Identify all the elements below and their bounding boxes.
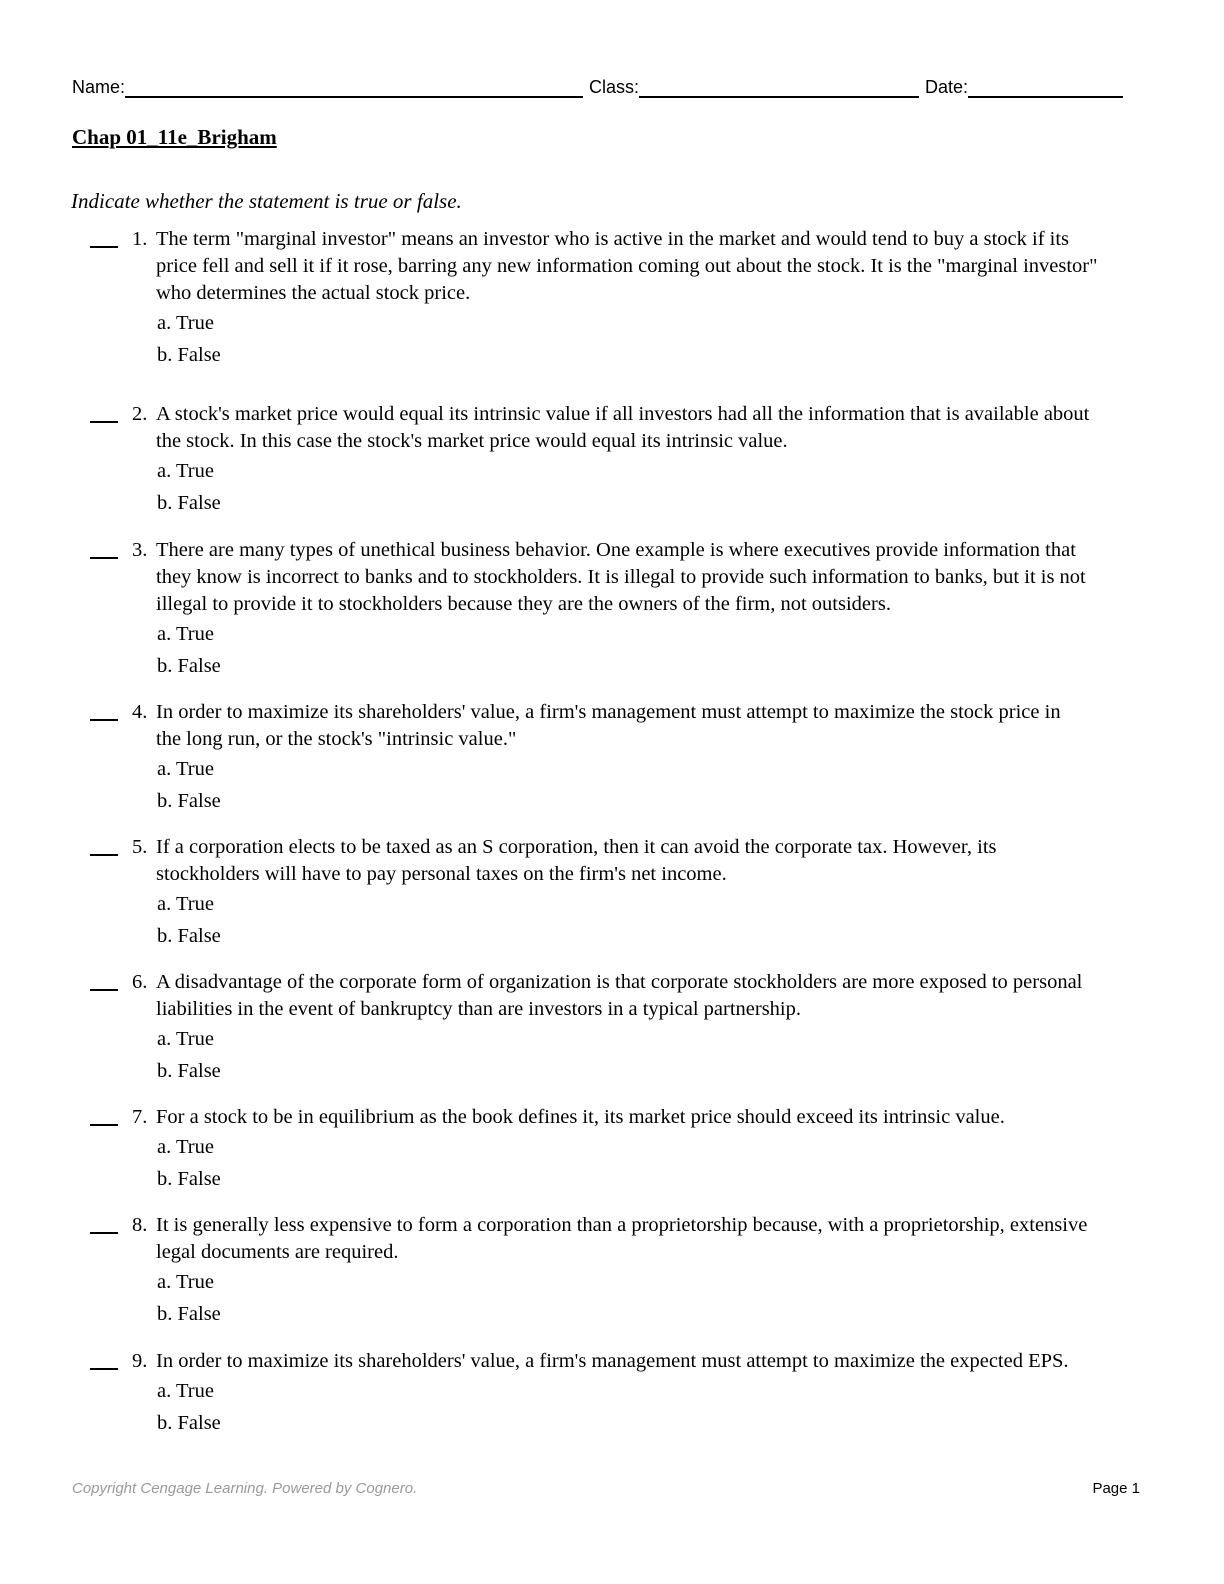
- question-text: [156, 834, 1146, 888]
- question-text-line: In order to maximize its shareholders' value, a firm's management must attempt to maximize the stock price in: [156, 701, 1061, 723]
- option-true[interactable]: a. True: [157, 623, 214, 645]
- question-text-line: If a corporation elects to be taxed as an S corporation, then it can avoid the corporate tax. However, its: [156, 836, 997, 858]
- answer-blank[interactable]: [90, 1368, 118, 1370]
- question-text-line: they know is incorrect to banks and to stockholders. It is illegal to provide such information to banks, but it is not: [156, 566, 1086, 588]
- question-number: 1.: [132, 228, 148, 250]
- question-number: 3.: [132, 539, 148, 561]
- question-text-line: In order to maximize its shareholders' value, a firm's management must attempt to maximize the expected EPS.: [156, 1350, 1069, 1372]
- option-false[interactable]: b. False: [157, 925, 221, 947]
- question-number: 5.: [132, 836, 148, 858]
- question-number: 9.: [132, 1350, 148, 1372]
- answer-blank[interactable]: [90, 557, 118, 559]
- class-label: Class:: [589, 77, 640, 97]
- option-true[interactable]: a. True: [157, 758, 214, 780]
- question-number: 2.: [132, 403, 148, 425]
- question-text: [156, 699, 1146, 753]
- answer-blank[interactable]: [90, 854, 118, 856]
- question-text-line: stockholders will have to pay personal taxes on the firm's net income.: [156, 863, 727, 885]
- student-info-header: [72, 72, 1142, 98]
- question-text-line: It is generally less expensive to form a corporation than a proprietorship because, with a proprietorship, extensive: [156, 1214, 1088, 1236]
- question-text: [156, 1348, 1146, 1375]
- page-number: Page 1: [1092, 1480, 1140, 1497]
- option-false[interactable]: b. False: [157, 790, 221, 812]
- name-label: Name:: [72, 77, 126, 97]
- question-text-line: A disadvantage of the corporate form of organization is that corporate stockholders are more exposed to personal: [156, 971, 1083, 993]
- question-text-line: illegal to provide it to stockholders because they are the owners of the firm, not outsiders.: [156, 593, 891, 615]
- question-text-line: The term "marginal investor" means an investor who is active in the market and would tend to buy a stock if its: [156, 228, 1070, 250]
- option-true[interactable]: a. True: [157, 1380, 214, 1402]
- question-text-line: There are many types of unethical business behavior. One example is where executives provide information that: [156, 539, 1076, 561]
- option-false[interactable]: b. False: [157, 1168, 221, 1190]
- answer-blank[interactable]: [90, 1124, 118, 1126]
- option-true[interactable]: a. True: [157, 312, 214, 334]
- option-true[interactable]: a. True: [157, 1136, 214, 1158]
- question-text-line: A stock's market price would equal its intrinsic value if all investors had all the information that is available about: [156, 403, 1090, 425]
- option-true[interactable]: a. True: [157, 893, 214, 915]
- answer-blank[interactable]: [90, 421, 118, 423]
- answer-blank[interactable]: [90, 989, 118, 991]
- question-text-line: legal documents are required.: [156, 1241, 399, 1263]
- name-field[interactable]: [125, 76, 583, 98]
- option-true[interactable]: a. True: [157, 460, 214, 482]
- answer-blank[interactable]: [90, 246, 118, 248]
- question-text: [156, 1212, 1146, 1266]
- question-number: 4.: [132, 701, 148, 723]
- instructions: Indicate whether the statement is true or false.: [71, 189, 462, 213]
- question-text-line: For a stock to be in equilibrium as the book defines it, its market price should exceed its intrinsic value.: [156, 1106, 1005, 1128]
- option-true[interactable]: a. True: [157, 1028, 214, 1050]
- question-number: 7.: [132, 1106, 148, 1128]
- question-text: [156, 1104, 1146, 1131]
- question-number: 6.: [132, 971, 148, 993]
- option-false[interactable]: b. False: [157, 492, 221, 514]
- option-false[interactable]: b. False: [157, 344, 221, 366]
- document-title: Chap 01_11e_Brigham: [72, 125, 277, 149]
- question-text: [156, 537, 1146, 618]
- date-label: Date:: [925, 77, 969, 97]
- option-true[interactable]: a. True: [157, 1271, 214, 1293]
- option-false[interactable]: b. False: [157, 1412, 221, 1434]
- class-field[interactable]: [639, 76, 919, 98]
- date-field[interactable]: [968, 76, 1123, 98]
- question-text: [156, 969, 1146, 1023]
- question-text-line: who determines the actual stock price.: [156, 282, 471, 304]
- answer-blank[interactable]: [90, 719, 118, 721]
- question-text-line: liabilities in the event of bankruptcy than are investors in a typical partnership.: [156, 998, 801, 1020]
- option-false[interactable]: b. False: [157, 1060, 221, 1082]
- question-number: 8.: [132, 1214, 148, 1236]
- question-text: [156, 401, 1146, 455]
- copyright-footer: Copyright Cengage Learning. Powered by Cognero.: [72, 1480, 418, 1497]
- question-text-line: price fell and sell it if it rose, barring any new information coming out about the stock. It is the "marginal investor": [156, 255, 1098, 277]
- option-false[interactable]: b. False: [157, 655, 221, 677]
- option-false[interactable]: b. False: [157, 1303, 221, 1325]
- question-text-line: the long run, or the stock's "intrinsic value.": [156, 728, 517, 750]
- answer-blank[interactable]: [90, 1232, 118, 1234]
- question-text-line: the stock. In this case the stock's market price would equal its intrinsic value.: [156, 430, 788, 452]
- question-text: [156, 226, 1146, 307]
